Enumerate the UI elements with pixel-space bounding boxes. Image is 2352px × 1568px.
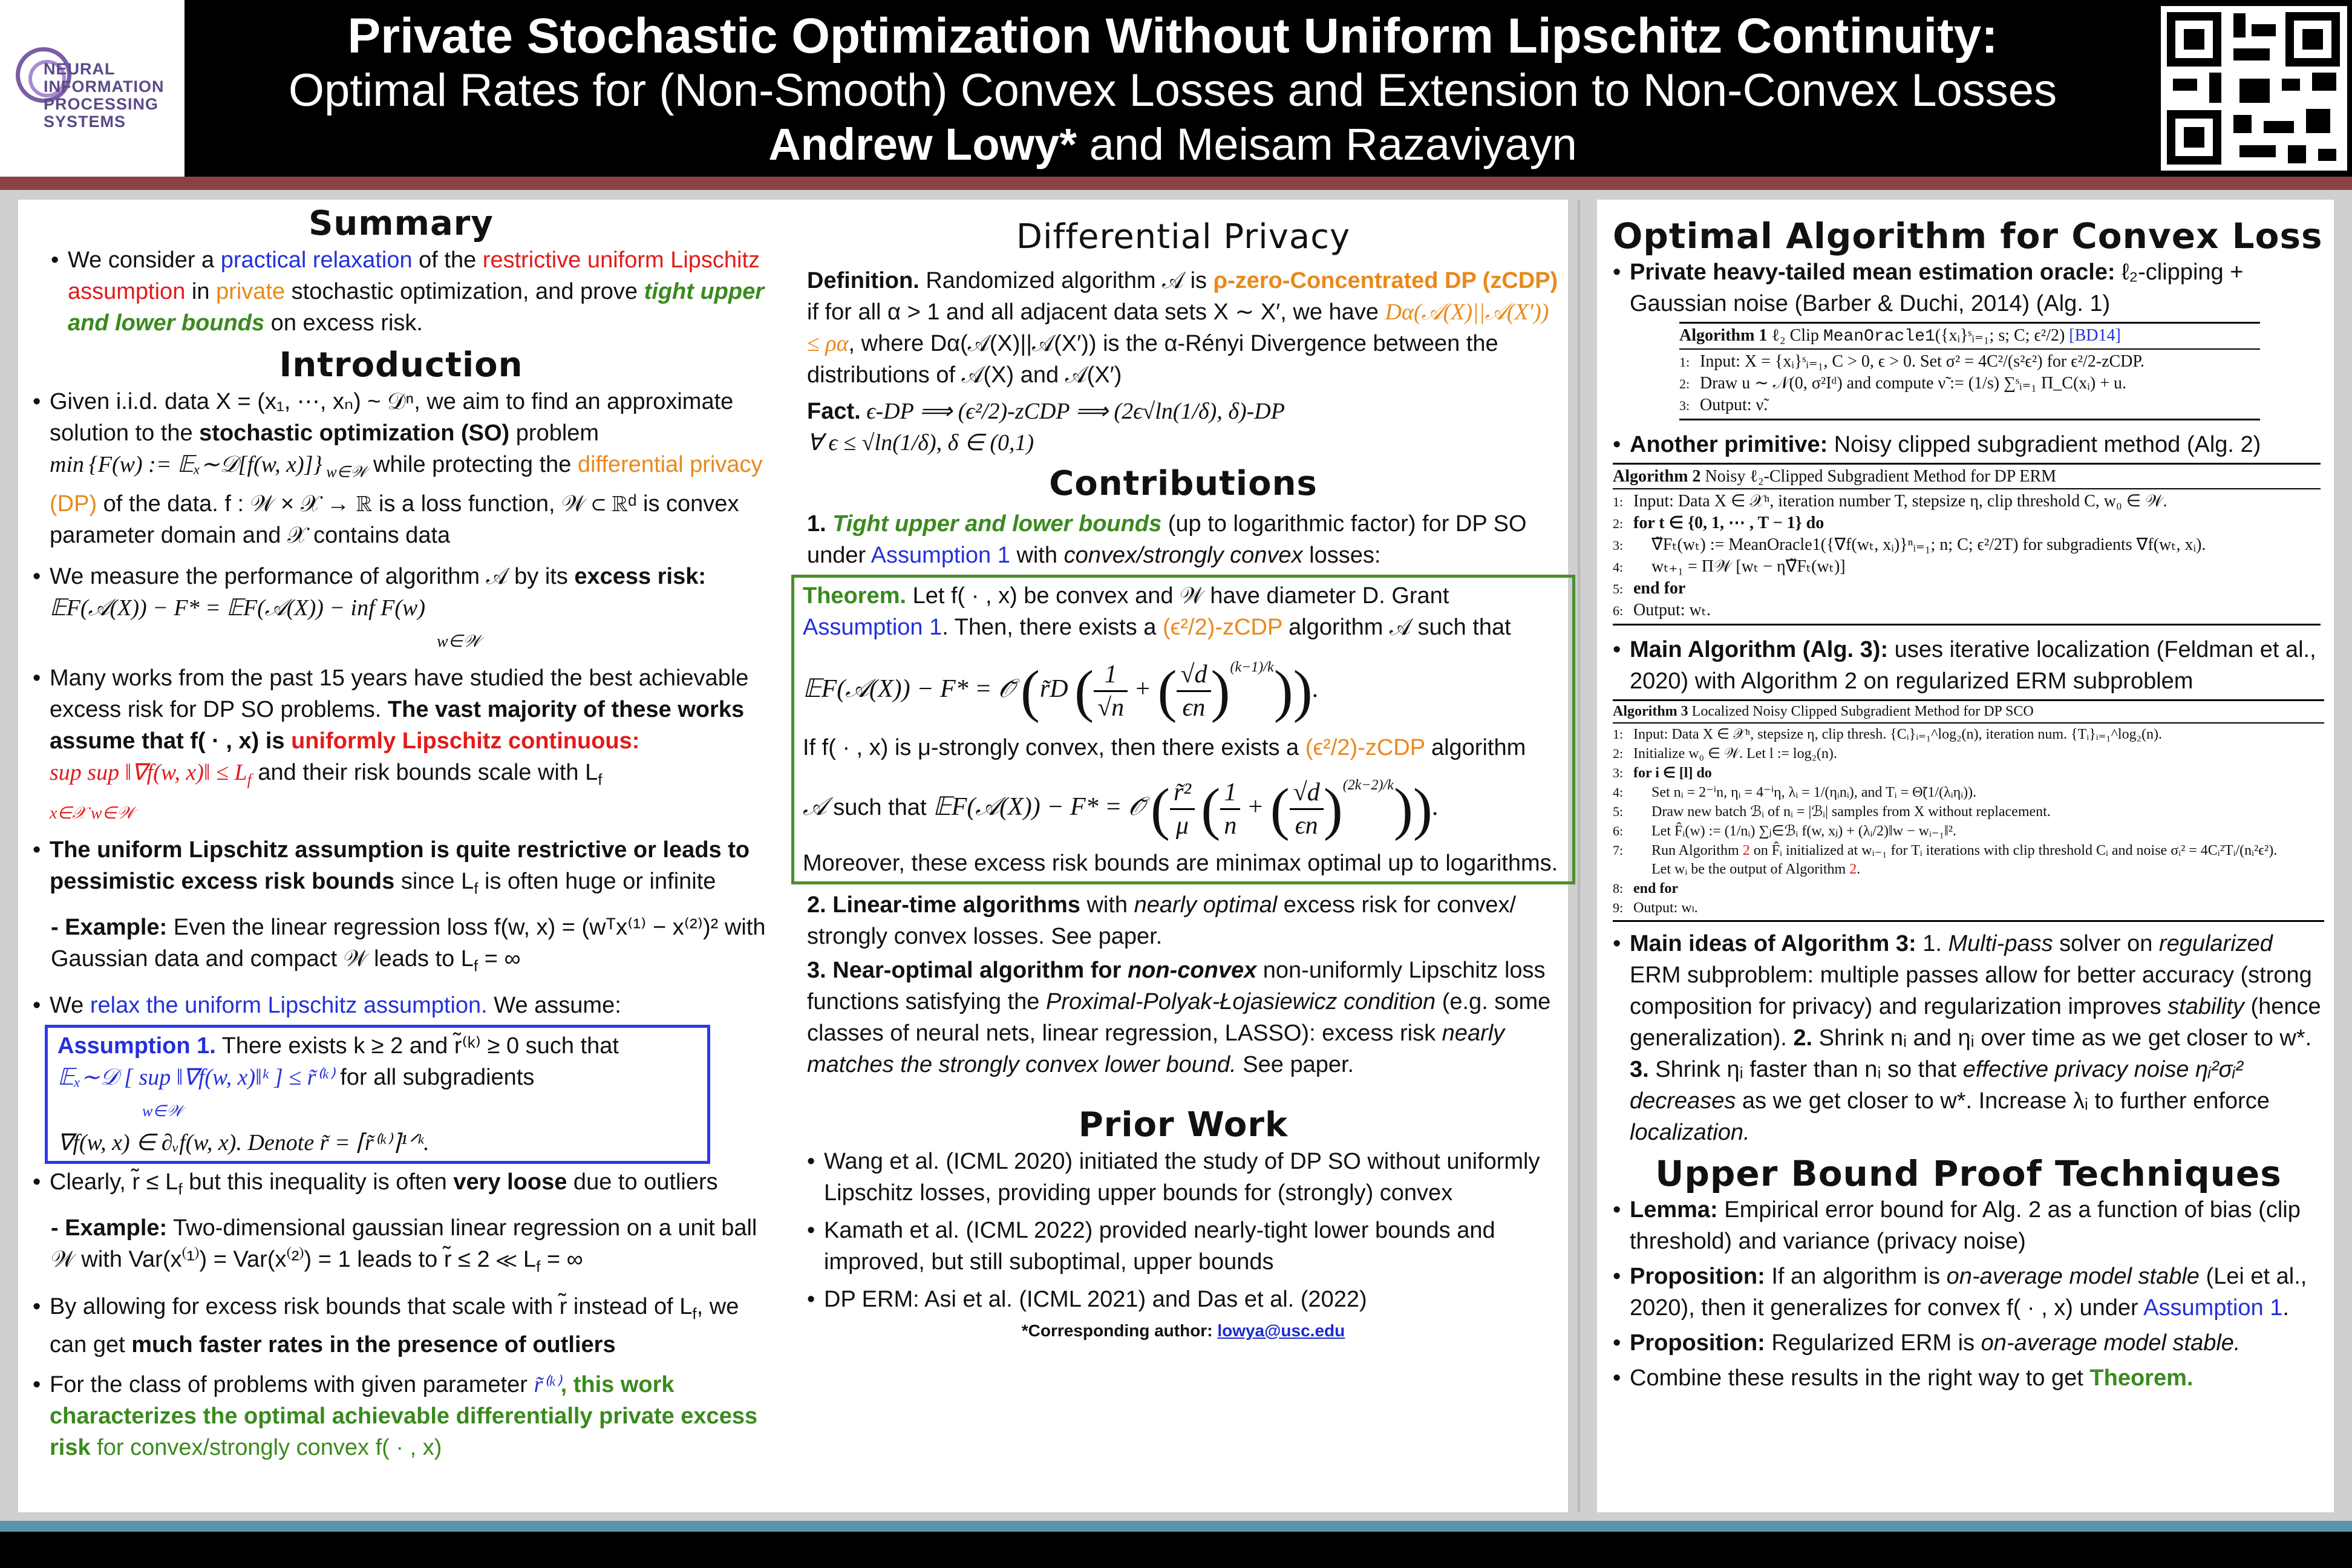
algorithm-2 xyxy=(1613,463,2321,626)
text: ({xᵢ}ˢᵢ₌₁; s; C; ϵ²/2) xyxy=(1935,326,2069,345)
column-right xyxy=(1597,200,2334,1512)
text: Fact. xyxy=(807,399,861,424)
algorithm-1 xyxy=(1679,322,2260,420)
algorithm-3-body xyxy=(1613,724,2324,922)
numerator: √d xyxy=(1290,777,1324,810)
text: nearly optimal xyxy=(1134,892,1278,918)
text: on excess risk. xyxy=(264,310,423,336)
algo-line: 1: Input: X = {xᵢ}ˢᵢ₌₁, C > 0, ϵ > 0. Set σ² = 4C²/(s²ϵ²) for ϵ²/2-zCDP. xyxy=(1679,352,2145,371)
text: Combine these results in the right way to get xyxy=(1630,1365,2090,1391)
optimal-list-2 xyxy=(1613,429,2324,460)
text: restrictive uniform Lipschitz assumption xyxy=(68,247,760,304)
numerator: r̃² xyxy=(1170,777,1195,810)
text: uniformly Lipschitz continuous: xyxy=(291,728,640,754)
prior-work-list xyxy=(807,1146,1560,1315)
equation-convex: 𝔼F(𝒜(X)) − F* = 𝒪̃ (r̃D ( $\frac{1}{√n}$ + ( $\frac{√d}{\epsilon n}$ )$^{(k-1)/k}$)). xyxy=(803,658,1319,724)
text: (hence generalization). xyxy=(1630,994,2321,1051)
qr-module xyxy=(2252,24,2276,36)
text: non-uniformly Lipschitz loss functions satisfying the xyxy=(807,957,1546,1014)
text: 2. Linear-time algorithms xyxy=(807,892,1080,918)
intro-item: • Many works from the past 15 years have studied the best achievable excess risk for DP SO problems. The vast majority of these works assume that f( · , x) is uniformly Lipschitz continuous: sup sup ‖∇f(w, x)‖ ≤ $L_f$ and their risk bounds scale with $L_f$ x∈𝒳 w∈𝒲 xyxy=(33,662,769,830)
text: 3. Near-optimal algorithm for xyxy=(807,957,1128,983)
text: on-average model stable. xyxy=(1981,1330,2241,1356)
author-join: and xyxy=(1077,119,1177,169)
exponent: (k−1)/k xyxy=(1230,659,1274,675)
text: in xyxy=(185,279,217,304)
fraction xyxy=(1177,659,1210,724)
prior-item: • Wang et al. (ICML 2020) initiated the study of DP SO without uniformly Lipschitz losses, providing upper bounds for (strongly) convex xyxy=(807,1146,1560,1209)
text: Main ideas of Algorithm 3: xyxy=(1630,931,1916,956)
text: Shrink ηᵢ faster than nᵢ so that xyxy=(1648,1057,1963,1082)
text: while protecting the xyxy=(367,452,578,477)
intro-item: • Clearly, r̃ ≤ $L_f$ but this inequality is often very loose due to outliers xyxy=(33,1166,769,1205)
numerator: 1 xyxy=(1094,659,1128,692)
footer-bar xyxy=(0,1532,2352,1568)
contribution-2 xyxy=(807,889,1560,952)
text: If an algorithm is xyxy=(1765,1264,1947,1289)
example-1: - Example: Even the linear regression loss f(w, x) = (wᵀx⁽¹⁾ − x⁽²⁾)² with Gaussian data and compact 𝒲 leads to $L_f$ = ∞ xyxy=(51,914,766,975)
text: Regularized ERM is xyxy=(1765,1330,1981,1356)
text: on-average model stable xyxy=(1946,1264,2200,1289)
text: ERM subproblem: multiple passes allow for better accuracy (strong composition for privacy) and regularization improves xyxy=(1630,962,2312,1019)
math-sub: x∈𝒳 w∈𝒲 xyxy=(50,804,135,823)
text: due to outliers xyxy=(567,1169,718,1195)
author-2: Meisam Razaviyayn xyxy=(1176,119,1577,169)
text: since L xyxy=(394,869,474,895)
introduction-heading: Introduction xyxy=(279,345,523,385)
text: such that xyxy=(826,794,933,820)
text: Set nᵢ = 2⁻ⁱn, ηᵢ = 4⁻ⁱη, λᵢ = 1/(ηᵢnᵢ), and Tᵢ = Θ̃(1/(λᵢηᵢ)). xyxy=(1651,785,1977,800)
qr-finder xyxy=(2167,110,2221,165)
math: 𝔼ₓ∼𝒟 [ sup ‖∇f(w, x)‖ᵏ ] ≤ r̃⁽ᵏ⁾ xyxy=(57,1065,334,1091)
equation-strongly-convex: 𝒜 such that 𝔼F(𝒜(X)) − F* = 𝒪̃ ( $\frac{\text{r̃²}}{\mu}$ ( $\frac{1}{n}$ + ( $\frac{√d}{\epsilon n}$ )$^{(2k-2)/k}$)). xyxy=(803,776,1439,841)
text: Run Algorithm xyxy=(1651,843,1743,858)
math: + xyxy=(1134,675,1151,703)
fraction xyxy=(1220,777,1240,841)
text: Algorithm 1 xyxy=(1679,326,1768,345)
optimal-item xyxy=(1613,928,2324,1148)
text: = ∞ xyxy=(478,946,521,972)
qr-module xyxy=(2209,73,2221,103)
text: See paper. xyxy=(1236,1051,1354,1077)
text: We xyxy=(50,993,90,1019)
qr-module xyxy=(2318,149,2336,161)
text: much faster rates in the presence of outliers xyxy=(131,1332,616,1358)
text: for i ∈ [l] do xyxy=(1633,765,1712,781)
text: Let wᵢ be the output of Algorithm xyxy=(1651,861,1850,877)
text: stochastic optimization (SO) xyxy=(199,420,510,446)
numerator: 1 xyxy=(1220,777,1240,810)
text: Noisy clipped subgradient method (Alg. 2) xyxy=(1828,432,2261,457)
text: The vast majority of these works assume that f( · , x) is xyxy=(50,696,745,754)
text: Algorithm 3 xyxy=(1613,704,1688,719)
text: Given i.i.d. data X = (x₁, ⋯, xₙ) ~ 𝒟ⁿ, we aim to find an approximate solution to the xyxy=(50,389,734,446)
neurips-logo xyxy=(0,0,185,177)
text: . xyxy=(1857,861,1861,877)
text: with xyxy=(1010,543,1064,568)
text: practical relaxation xyxy=(220,247,413,273)
algo-line: 2: Draw u ∼ 𝒩(0, σ²Iᵈ) and compute ν̃ := (1/s) ∑ˢᵢ₌₁ Π_C(xᵢ) + u. xyxy=(1679,374,2126,393)
theorem-box xyxy=(791,575,1575,884)
text: - Example: xyxy=(51,914,168,940)
intro-item: • By allowing for excess risk bounds that scale with r̃ instead of $L_f$, we can get much faster rates in the presence of outliers xyxy=(33,1291,769,1361)
text: 2. xyxy=(1793,1025,1813,1051)
text: We consider a xyxy=(68,247,221,273)
math: + xyxy=(1246,792,1264,821)
text: 1. xyxy=(1916,931,1949,956)
contribution-1 xyxy=(807,508,1560,571)
algo-line: 2: Initialize w₀ ∈ 𝒲. Let l := log₂(n). xyxy=(1613,746,1837,762)
intro-item xyxy=(33,1369,769,1463)
algo-line: 1: Input: Data X ∈ 𝒳ⁿ, iteration number T, stepsize η, clip threshold C, w₀ ∈ 𝒲. xyxy=(1613,492,2167,511)
intro-item xyxy=(33,386,769,551)
algo-line: 4: Set nᵢ = 2⁻ⁱn, ηᵢ = 4⁻ⁱη, λᵢ = 1/(ηᵢnᵢ), and Tᵢ = Θ̃(1/(λᵢηᵢ)). xyxy=(1613,785,1977,800)
text: stochastic optimization, and prove xyxy=(285,279,644,304)
text: wₜ₊₁ = Π𝒲 [wₜ − η∇̃Fₜ(wₜ)] xyxy=(1651,557,1846,576)
text: . xyxy=(2282,1295,2289,1321)
text: on F̂ᵢ initialized at wᵢ₋₁ for Tᵢ iterations with clip threshold Cᵢ and noise σᵢ² = 4Cᵢ²Tᵢ/(nᵢ²ϵ²). xyxy=(1749,843,2278,858)
text: For the class of problems with given parameter xyxy=(50,1372,534,1398)
authors xyxy=(185,119,2161,171)
qr-module xyxy=(2288,145,2306,163)
math: min {F(w) := 𝔼ₓ∼𝒟[f(w, x)]} xyxy=(50,452,322,477)
text: , where Dα(𝒜(X)||𝒜(X′)) is the α-Rényi Divergence between the distributions of 𝒜(X) and 𝒜(X′) xyxy=(807,331,1498,388)
text: if for all α > 1 and all adjacent data sets X ∼ X′, we have xyxy=(807,299,1385,325)
summary-item xyxy=(51,244,769,339)
email-link[interactable]: lowya@usc.edu xyxy=(1217,1321,1345,1340)
text: differential privacy (DP) xyxy=(50,452,763,517)
math-sub: w∈𝒲 xyxy=(142,1102,183,1120)
fraction xyxy=(1290,777,1324,841)
algo-line xyxy=(1613,860,2324,879)
algorithm-1-body xyxy=(1679,350,2260,420)
math: ∇f(w, x) ∈ ∂ᵥf(w, x). Denote r̃ = ⌈r̃⁽ᵏ⁾⌉¹ᐟᵏ. xyxy=(57,1130,430,1156)
contributions-heading: Contributions xyxy=(1049,464,1318,503)
text: end for xyxy=(1633,579,1686,598)
text: We assume: xyxy=(487,993,621,1019)
math: sup sup ‖∇f(w, x)‖ ≤ L xyxy=(50,759,247,785)
text: and their risk bounds scale with L xyxy=(251,759,598,785)
text: Input: X = {xᵢ}ˢᵢ₌₁, C > 0, ϵ > 0. Set σ² = 4C²/(s²ϵ²) for ϵ²/2-zCDP. xyxy=(1700,352,2145,371)
algo-line: 6: Output: wₜ. xyxy=(1613,601,1711,619)
text: algorithm xyxy=(1425,734,1526,760)
qr-module xyxy=(2306,109,2330,133)
denominator: ϵn xyxy=(1182,693,1206,722)
qr-module xyxy=(2282,79,2300,91)
upper-item xyxy=(1613,1362,2324,1394)
text: 3. xyxy=(1630,1057,1649,1082)
math: 𝔼F(𝒜(X)) − F* = 𝒪̃ xyxy=(803,675,1014,703)
math: 𝒜 xyxy=(803,792,827,821)
fraction xyxy=(1094,659,1128,724)
text: non-convex xyxy=(1127,957,1257,983)
optimal-item xyxy=(1613,429,2324,460)
text: Moreover, these excess risk bounds are minimax optimal up to logarithms. xyxy=(803,850,1558,876)
upper-item xyxy=(1613,1261,2324,1324)
algo-line: 8: end for xyxy=(1613,881,1678,897)
text: for convex/strongly convex f( · , x) xyxy=(90,1435,442,1461)
text: excess risk for convex/ strongly convex losses. See paper. xyxy=(807,892,1517,949)
summary-list xyxy=(33,244,769,339)
text: Many works from the past 15 years have studied the best achievable excess risk for DP SO problems. xyxy=(50,665,749,722)
text: uses iterative localization (Feldman et al., 2020) with Algorithm 2 on regularized ERM subproblem xyxy=(1630,637,2316,694)
exponent: (2k−2)/k xyxy=(1342,777,1394,793)
contribution-3 xyxy=(807,955,1560,1080)
optimal-list-3 xyxy=(1613,634,2324,697)
summary-heading: Summary xyxy=(309,204,494,243)
text: of the xyxy=(412,247,483,273)
qr-module xyxy=(2264,121,2294,133)
text: Clearly, r̃ ≤ L xyxy=(50,1169,178,1195)
text: Input: Data X ∈ 𝒳ⁿ, iteration number T, stepsize η, clip threshold C, w₀ ∈ 𝒲. xyxy=(1633,492,2167,511)
optimal-list-4 xyxy=(1613,928,2324,1148)
algorithm-3 xyxy=(1613,699,2324,922)
text: convex/strongly convex xyxy=(1063,543,1303,568)
column-divider xyxy=(1578,200,1580,1512)
math: Dα(𝒜(X)||𝒜(X′)) ≤ ρα xyxy=(807,299,1549,356)
text: Theorem. xyxy=(2089,1365,2194,1391)
text: (ϵ²/2)-zCDP xyxy=(1305,734,1425,760)
algo-line: 5: end for xyxy=(1613,579,1686,598)
footer-stripe xyxy=(0,1521,2352,1532)
text: Output: ν̃. xyxy=(1700,396,1768,414)
qr-code-icon[interactable] xyxy=(2161,6,2347,171)
poster-subtitle: Optimal Rates for (Non-Smooth) Convex Losses and Extension to Non-Convex Losses xyxy=(288,65,2057,116)
text: relax the uniform Lipschitz assumption. xyxy=(90,993,488,1019)
dp-fact xyxy=(807,396,1560,459)
text: Assumption 1 xyxy=(803,615,942,640)
math-sub: w∈𝒲 xyxy=(322,463,367,481)
text: Tight upper and lower bounds xyxy=(832,511,1162,537)
optimal-algorithm-heading: Optimal Algorithm for Convex Loss xyxy=(1613,215,2323,256)
text: We measure the performance of algorithm 𝒜 by its xyxy=(50,563,575,589)
dp-definition xyxy=(807,265,1560,391)
poster-title: Private Stochastic Optimization Without Uniform Lipschitz Continuity: xyxy=(347,8,1998,64)
text: , this work characterizes the optimal achievable differentially private excess risk xyxy=(50,1372,758,1461)
prior-work-heading: Prior Work xyxy=(1078,1105,1289,1145)
text: Two-dimensional gaussian linear regression on a unit ball 𝒲 with Var(x⁽¹⁾) = Var(x⁽²⁾) = 1 leads to r̃ ≤ 2 ≪ L xyxy=(51,1215,757,1272)
header-stripe xyxy=(0,177,2352,190)
text: with xyxy=(1080,892,1134,918)
intro-list-2 xyxy=(33,1166,769,1463)
text: - Example: xyxy=(51,1215,168,1241)
text: Localized Noisy Clipped Subgradient Method for DP SCO xyxy=(1688,704,2034,719)
text: ℓ₂-clipping + Gaussian noise (Barber & Duchi, 2014) (Alg. 1) xyxy=(1630,260,2244,316)
text: ℓ₂ Clip xyxy=(1767,326,1823,345)
algo-line: 3: ∇̃Fₜ(wₜ) := MeanOracle1({∇f(wₜ, xᵢ)}ⁿᵢ₌₁; n; C; ϵ²/2T) for subgradients ∇f(wₜ, xᵢ). xyxy=(1613,535,2206,554)
assumption-box xyxy=(45,1025,710,1164)
qr-module xyxy=(2233,48,2270,60)
text: of the data. f : 𝒲 × 𝒳 → ℝ is a loss function, 𝒲 ⊂ ℝᵈ is convex parameter domain and 𝒳 contains data xyxy=(50,491,739,548)
prior-item: • DP ERM: Asi et al. (ICML 2021) and Das et al. (2022) xyxy=(807,1284,1560,1315)
algo-line: 3: Output: ν̃. xyxy=(1679,396,1768,414)
qr-module xyxy=(2239,145,2276,157)
algo-line: 1: Input: Data X ∈ 𝒳ⁿ, stepsize η, clip thresh. {Cᵢ}ᵢ₌₁^log₂(n), iteration num. {Tᵢ}ᵢ₌₁^log₂(n). xyxy=(1613,727,2162,742)
text: Proximal-Polyak-Łojasiewicz condition xyxy=(1046,988,1436,1014)
citation-link[interactable]: [BD14] xyxy=(2069,326,2121,345)
text: regularized xyxy=(2158,931,2273,956)
text: losses: xyxy=(1302,543,1381,568)
dp-heading: Differential Privacy xyxy=(1016,217,1351,256)
text: Noisy ℓ₂-Clipped Subgradient Method for DP ERM xyxy=(1700,467,2056,486)
text: Let f( · , x) be convex and 𝒲 have diameter D. Grant xyxy=(906,583,1449,609)
text: Draw u ∼ 𝒩(0, σ²Iᵈ) and compute ν̃ := (1/s) ∑ˢᵢ₌₁ Π_C(xᵢ) + u. xyxy=(1700,374,2126,393)
text: There exists k ≥ 2 and r̃⁽ᵏ⁾ ≥ 0 such that xyxy=(215,1033,619,1059)
qr-module xyxy=(2173,79,2197,91)
math: r̃D xyxy=(1039,675,1068,703)
text: If f( · , x) is μ-strongly convex, then there exists a xyxy=(803,734,1305,760)
text: Output: wₗ. xyxy=(1633,900,1698,916)
math: 𝔼F(𝒜(X)) − F* = 𝒪̃ xyxy=(933,792,1145,821)
text: The uniform Lipschitz assumption is quite restrictive or leads to pessimistic excess risk bounds xyxy=(50,837,750,895)
intro-item xyxy=(33,561,769,658)
math: . xyxy=(1432,792,1439,821)
qr-module xyxy=(2233,115,2252,133)
text: Definition. xyxy=(807,268,920,293)
text: . Then, there exists a xyxy=(942,615,1163,640)
text: (up to logarithmic factor) for DP SO under xyxy=(807,511,1527,568)
math: ϵ-DP ⟹ (ϵ²/2)-zCDP ⟹ (2ϵ√ln(1/δ), δ)-DP xyxy=(860,399,1285,424)
algorithm-ref-link[interactable]: 2 xyxy=(1742,843,1750,858)
intro-list xyxy=(33,386,769,1021)
text: *Corresponding author: xyxy=(1021,1321,1218,1340)
text: Another primitive: xyxy=(1630,432,1828,457)
text: ∇̃Fₜ(wₜ) := MeanOracle1({∇f(wₜ, xᵢ)}ⁿᵢ₌₁; n; C; ϵ²/2T) for subgradients ∇f(wₜ, xᵢ). xyxy=(1651,535,2206,554)
algo-line: 2: for t ∈ {0, 1, ⋯ , T − 1} do xyxy=(1613,514,1824,532)
math: 𝔼F(𝒜(X)) − F* = 𝔼F(𝒜(X)) − inf F(w) xyxy=(50,595,426,621)
text: stability xyxy=(2167,994,2244,1019)
text: end for xyxy=(1633,881,1678,897)
algorithm-1-title xyxy=(1679,322,2260,350)
text: Empirical error bound for Alg. 2 as a function of bias (clip threshold) and variance (privacy noise) xyxy=(1630,1197,2301,1254)
text: for t ∈ {0, 1, ⋯ , T − 1} do xyxy=(1633,514,1824,532)
optimal-item xyxy=(1613,634,2324,697)
text: for all subgradients xyxy=(333,1065,535,1091)
optimal-list xyxy=(1613,256,2324,319)
text: By allowing for excess risk bounds that scale with r̃ instead of L xyxy=(50,1293,693,1319)
author-1: Andrew Lowy* xyxy=(768,119,1077,169)
upper-item xyxy=(1613,1327,2324,1359)
text: but this inequality is often xyxy=(182,1169,454,1195)
text: Assumption 1 xyxy=(2143,1295,2283,1321)
algo-line: 7: Run Algorithm 2 on F̂ᵢ initialized at wᵢ₋₁ for Tᵢ iterations with clip threshold Cᵢ and noise σᵢ² = 4Cᵢ²Tᵢ/(nᵢ²ϵ²). xyxy=(1613,843,2278,858)
math: r̃⁽ᵏ⁾ xyxy=(534,1372,561,1398)
math: ∀ ϵ ≤ √ln(1/δ), δ ∈ (0,1) xyxy=(807,430,1034,456)
text: localization. xyxy=(1630,1120,1750,1145)
text: excess risk: xyxy=(574,563,707,589)
text: Even the linear regression loss f(w, x) = (wᵀx⁽¹⁾ − x⁽²⁾)² with Gaussian data and compact 𝒲 leads to L xyxy=(51,914,766,972)
text: = ∞ xyxy=(540,1246,583,1272)
math-sub: w∈𝒲 xyxy=(437,632,481,651)
text: as we get closer to w*. Increase λᵢ to further enforce xyxy=(1736,1088,2270,1114)
text: effective privacy noise ηᵢ²σᵢ² decreases xyxy=(1630,1057,2243,1114)
corresponding-author xyxy=(807,1321,1560,1341)
algo-line: 3: for i ∈ [l] do xyxy=(1613,765,1712,781)
text: 1. xyxy=(807,511,833,537)
denominator: ϵn xyxy=(1295,811,1318,840)
text: Proposition: xyxy=(1630,1264,1765,1289)
text: private xyxy=(216,279,286,304)
logo-text: NEURAL INFORMATION PROCESSING SYSTEMS xyxy=(44,60,165,131)
text: Shrink nᵢ and ηᵢ over time as we get closer to w*. xyxy=(1812,1025,2312,1051)
denominator: n xyxy=(1224,811,1237,840)
theorem-label: Theorem. xyxy=(803,583,907,609)
algorithm-3-title xyxy=(1613,699,2324,724)
math: . xyxy=(1312,675,1319,703)
algorithm-2-body xyxy=(1613,489,2321,626)
text: , we can get xyxy=(50,1293,739,1358)
upper-bound-list xyxy=(1613,1194,2324,1394)
text: Assumption 1 xyxy=(871,543,1010,568)
text: Let F̂ᵢ(w) := (1/nᵢ) ∑ⱼ∈ℬᵢ f(w, xⱼ) + (λᵢ/2)‖w − wᵢ₋₁‖². xyxy=(1651,823,1956,839)
denominator: μ xyxy=(1175,811,1189,840)
qr-finder xyxy=(2167,12,2221,67)
intro-item xyxy=(33,990,769,1021)
denominator: √n xyxy=(1097,693,1125,722)
text: (Lei et al., 2020), then it generalizes for convex f( · , x) under xyxy=(1630,1264,2307,1321)
numerator: √d xyxy=(1177,659,1210,692)
text: Input: Data X ∈ 𝒳ⁿ, stepsize η, clip thresh. {Cᵢ}ᵢ₌₁^log₂(n), iteration num. {Tᵢ}ᵢ₌₁^log₂(n). xyxy=(1633,727,2162,742)
text: Algorithm 2 xyxy=(1613,467,1701,486)
qr-finder xyxy=(2285,12,2340,67)
optimal-item xyxy=(1613,256,2324,319)
column-middle xyxy=(773,200,1568,1512)
fraction xyxy=(1170,777,1195,841)
text: is often huge or infinite xyxy=(478,869,716,895)
header-banner xyxy=(0,0,2352,177)
assumption-label: Assumption 1. xyxy=(57,1033,216,1059)
intro-item: • The uniform Lipschitz assumption is quite restrictive or leads to pessimistic excess risk bounds since $L_f$ is often huge or infinite xyxy=(33,834,769,904)
text: (e.g. some classes of neural nets, linear regression, LASSO): excess risk xyxy=(807,988,1551,1046)
text: Private heavy-tailed mean estimation oracle: xyxy=(1630,260,2115,285)
qr-module xyxy=(2239,79,2270,103)
text: Multi-pass xyxy=(1948,931,2053,956)
upper-bound-heading: Upper Bound Proof Techniques xyxy=(1655,1153,2282,1194)
example-2: - Example: Two-dimensional gaussian linear regression on a unit ball 𝒲 with Var(x⁽¹⁾) = Var(x⁽²⁾) = 1 leads to r̃ ≤ 2 ≪ $L_f$ = ∞ xyxy=(51,1215,757,1276)
algorithm-2-title xyxy=(1613,463,2321,489)
text: problem xyxy=(509,420,599,446)
text: Proposition: xyxy=(1630,1330,1765,1356)
text: Initialize w₀ ∈ 𝒲. Let l := log₂(n). xyxy=(1633,746,1837,762)
text: nearly matches the strongly convex lower bound. xyxy=(807,1020,1505,1077)
algo-line: 9: Output: wₗ. xyxy=(1613,900,1698,916)
algo-line: 4: wₜ₊₁ = Π𝒲 [wₜ − η∇̃Fₜ(wₜ)] xyxy=(1613,557,1846,576)
text: ρ-zero-Concentrated DP (zCDP) xyxy=(1213,268,1558,293)
text: tight upper and lower bounds xyxy=(68,279,765,336)
text: MeanOracle1 xyxy=(1823,327,1935,346)
text: very loose xyxy=(453,1169,567,1195)
upper-item xyxy=(1613,1194,2324,1257)
algo-line: 6: Let F̂ᵢ(w) := (1/nᵢ) ∑ⱼ∈ℬᵢ f(w, xⱼ) + (λᵢ/2)‖w − wᵢ₋₁‖². xyxy=(1613,823,1956,839)
text: (ϵ²/2)-zCDP xyxy=(1162,615,1282,640)
text: Randomized algorithm 𝒜 is xyxy=(919,268,1214,293)
algo-line: 5: Draw new batch ℬᵢ of nᵢ = |ℬᵢ| samples from X without replacement. xyxy=(1613,804,2051,820)
qr-module xyxy=(2312,73,2336,91)
algorithm-ref-link[interactable]: 2 xyxy=(1849,861,1857,877)
text: Lemma: xyxy=(1630,1197,1718,1223)
text: solver on xyxy=(2053,931,2159,956)
column-left xyxy=(18,200,774,1512)
text: Main Algorithm (Alg. 3): xyxy=(1630,637,1889,662)
text: Draw new batch ℬᵢ of nᵢ = |ℬᵢ| samples from X without replacement. xyxy=(1651,804,2051,820)
text: Output: wₜ. xyxy=(1633,601,1711,619)
qr-module xyxy=(2233,13,2246,38)
text: algorithm 𝒜 such that xyxy=(1282,615,1511,640)
prior-item: • Kamath et al. (ICML 2022) provided nearly-tight lower bounds and improved, but still suboptimal, upper bounds xyxy=(807,1215,1560,1278)
